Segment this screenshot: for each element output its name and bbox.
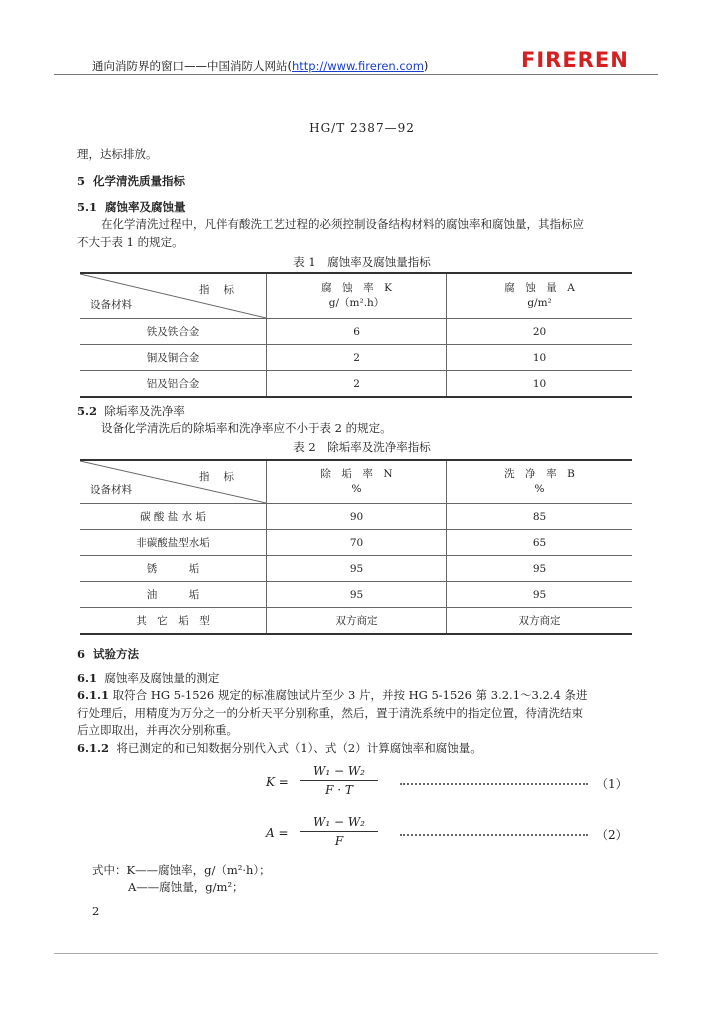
table-2-cell-removal: 95 — [267, 556, 447, 582]
section-5-title: 化学清洗质量指标 — [93, 174, 186, 188]
where-prefix: 式中： — [92, 863, 127, 877]
table-2-corner-bottom: 设备材料 — [90, 484, 132, 496]
table-1-cell-rate: 2 — [267, 371, 447, 398]
section-6-1-1-line3: 后立即取出，并再次分别称重。 — [77, 723, 238, 737]
formula-1-fraction — [300, 764, 378, 797]
section-6-heading — [77, 647, 139, 661]
table-2-col2-header — [447, 460, 632, 504]
section-5-heading — [77, 174, 185, 188]
section-5-1-title: 腐蚀率及腐蚀量 — [105, 200, 186, 214]
table-2-cell-material: 其 它 垢 型 — [80, 608, 267, 635]
table-2-col1-header-line2: % — [351, 483, 362, 495]
section-6-1-1-text: 取符合 HG 5-1526 规定的标准腐蚀试片至少 3 片，并按 HG 5-1526 第 3.2.1～3.2.4 条进 — [112, 688, 588, 702]
formula-2-lhs: A = — [266, 826, 289, 840]
table-1-col2-header-line1: 腐 蚀 量 A — [504, 282, 575, 294]
formula-2-leader-dots — [400, 834, 588, 836]
table-2-corner-top: 指标 — [199, 471, 248, 483]
section-6-1-2 — [77, 741, 482, 755]
formula-1-numerator: W₁ − W₂ — [300, 764, 378, 781]
section-5-1-heading — [77, 200, 186, 214]
table-1-cell-material: 铝及铝合金 — [80, 371, 267, 398]
site-slogan: 通向消防界的窗口——中国消防人网站( — [92, 59, 292, 73]
table-1-corner-top: 指标 — [199, 284, 248, 296]
section-6-title: 试验方法 — [93, 647, 140, 661]
table-2-cell-material: 油 垢 — [80, 582, 267, 608]
section-5-2-number: 5.2 — [77, 404, 98, 418]
section-6-1-title: 腐蚀率及腐蚀量的测定 — [104, 671, 220, 685]
formula-1-lhs: K = — [266, 775, 289, 789]
table-1-col1-header — [267, 273, 447, 319]
table-2-cell-removal: 90 — [267, 504, 447, 530]
table-2-col1-header — [267, 460, 447, 504]
formula-1-leader-dots — [400, 783, 588, 785]
formula-2-fraction — [300, 815, 378, 848]
section-6-1-1-line1 — [77, 688, 587, 702]
formula-2-denominator: F — [334, 834, 344, 848]
table-row — [80, 530, 632, 556]
table-row — [80, 582, 632, 608]
table-1-cell-amount: 10 — [447, 345, 632, 371]
section-5-2-heading — [77, 404, 185, 418]
table-2-cell-clean: 双方商定 — [447, 608, 632, 635]
section-6-1-2-number: 6.1.2 — [77, 741, 110, 755]
table-1-caption: 表 1 腐蚀率及腐蚀量指标 — [293, 255, 431, 269]
table-1-cell-material: 铜及铜合金 — [80, 345, 267, 371]
table-2-col2-header-line2: % — [534, 483, 545, 495]
table-1-col1-header-line1: 腐 蚀 率 K — [321, 282, 392, 294]
table-2 — [80, 459, 632, 635]
table-2-cell-clean: 95 — [447, 582, 632, 608]
table-1-cell-rate: 6 — [267, 319, 447, 345]
table-2-cell-material: 碳 酸 盐 水 垢 — [80, 504, 267, 530]
section-6-1-heading — [77, 671, 219, 685]
where-item-k: K——腐蚀率，g/（m²·h）； — [126, 863, 271, 877]
table-2-cell-clean: 65 — [447, 530, 632, 556]
page-number: 2 — [92, 904, 100, 918]
table-1-col2-header — [447, 273, 632, 319]
table-row — [80, 556, 632, 582]
section-6-1-number: 6.1 — [77, 671, 98, 685]
section-5-1-para-line2: 不大于表 1 的规定。 — [77, 235, 184, 249]
document-number: HG/T 2387—92 — [309, 121, 415, 135]
formula-2-number: （2） — [596, 828, 628, 842]
table-1-header-row — [80, 273, 632, 319]
footer-divider — [54, 953, 658, 954]
table-row — [80, 345, 632, 371]
table-2-cell-removal: 95 — [267, 582, 447, 608]
section-6-number: 6 — [77, 647, 86, 661]
table-2-cell-removal: 双方商定 — [267, 608, 447, 635]
table-2-cell-material: 锈 垢 — [80, 556, 267, 582]
table-2-col1-header-line1: 除 垢 率 N — [320, 468, 393, 480]
table-1-corner-cell — [80, 273, 267, 319]
table-row — [80, 504, 632, 530]
section-6-1-2-text: 将已测定的和已知数据分别代入式（1）、式（2）计算腐蚀率和腐蚀量。 — [116, 741, 482, 755]
section-5-2-title: 除垢率及洗净率 — [104, 404, 185, 418]
table-2-cell-material: 非碳酸盐型水垢 — [80, 530, 267, 556]
section-6-1-1-number: 6.1.1 — [77, 688, 110, 702]
formula-1-denominator: F · T — [325, 783, 353, 797]
section-5-2-para: 设备化学清洗后的除垢率和洗净率应不小于表 2 的规定。 — [101, 421, 392, 435]
table-row — [80, 371, 632, 398]
table-1-cell-rate: 2 — [267, 345, 447, 371]
section-6-1-1-line2: 行处理后，用精度为万分之一的分析天平分别称重，然后，置于清洗系统中的指定位置，待清洗结束 — [77, 706, 583, 720]
table-2-cell-clean: 85 — [447, 504, 632, 530]
table-1-corner-bottom: 设备材料 — [90, 299, 132, 311]
section-5-1-para-line1: 在化学清洗过程中，凡伴有酸洗工艺过程的必须控制设备结构材料的腐蚀率和腐蚀量，其指标应 — [101, 217, 584, 231]
table-2-header-row — [80, 460, 632, 504]
site-close-paren: ) — [423, 59, 429, 73]
table-row — [80, 608, 632, 635]
table-2-col2-header-line1: 洗 净 率 B — [504, 468, 575, 480]
table-row — [80, 319, 632, 345]
table-2-corner-cell — [80, 460, 267, 504]
table-1-cell-material: 铁及铁合金 — [80, 319, 267, 345]
section-5-1-number: 5.1 — [77, 200, 98, 214]
table-2-caption: 表 2 除垢率及洗净率指标 — [293, 440, 431, 454]
table-2-cell-removal: 70 — [267, 530, 447, 556]
section-5-number: 5 — [77, 174, 86, 188]
table-1-col2-header-line2: g/m² — [527, 297, 552, 309]
fireren-logo[interactable]: FIREREN — [521, 48, 629, 72]
table-1-cell-amount: 20 — [447, 319, 632, 345]
table-1-col1-header-line2: g/（m².h） — [328, 297, 385, 309]
table-2-cell-clean: 95 — [447, 556, 632, 582]
where-item-a: A——腐蚀量，g/m²； — [128, 880, 244, 894]
intro-line: 理，达标排放。 — [77, 147, 158, 161]
formula-1-number: （1） — [596, 777, 628, 791]
table-1 — [80, 272, 632, 398]
formula-2-numerator: W₁ − W₂ — [300, 815, 378, 832]
table-1-cell-amount: 10 — [447, 371, 632, 398]
where-clause-line1 — [92, 863, 271, 877]
site-url-link[interactable]: http://www.fireren.com — [292, 59, 424, 73]
